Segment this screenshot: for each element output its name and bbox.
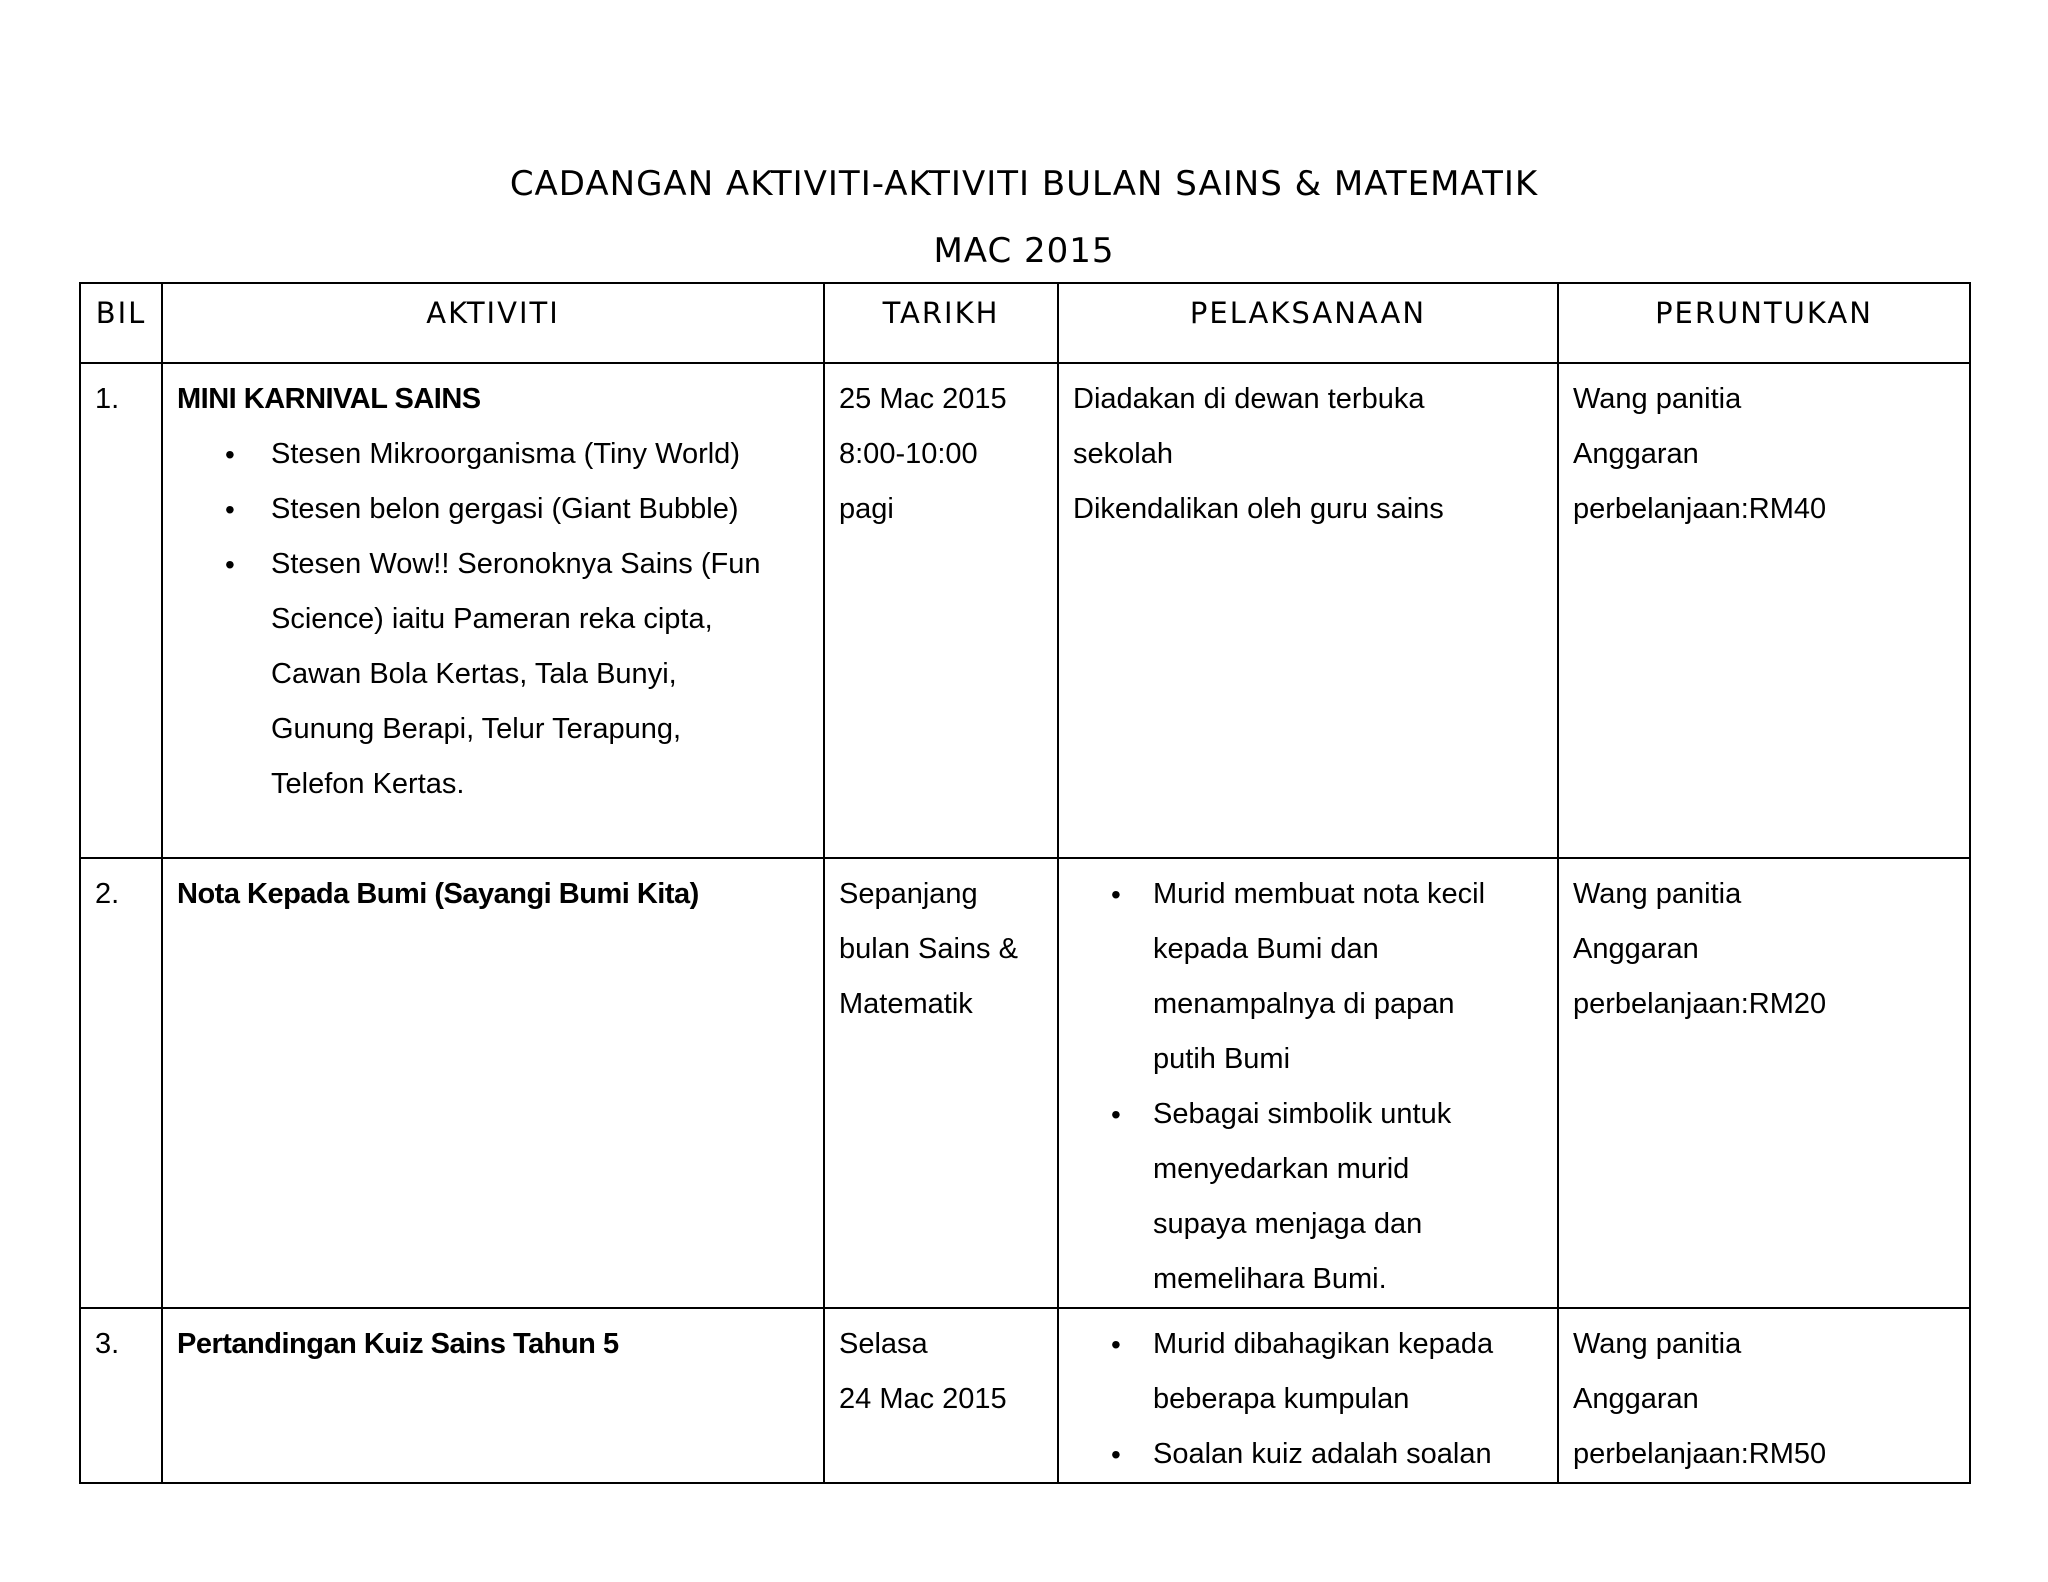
- cell-aktiviti: [162, 1308, 824, 1483]
- header-bil: BIL: [80, 283, 162, 363]
- header-pelaksanaan: PELAKSANAAN: [1058, 283, 1558, 363]
- cell-pelaksanaan: [1058, 858, 1558, 1308]
- list-item: • Stesen Wow!! Seronoknya Sains (Fun Science) iaitu Pameran reka cipta, Cawan Bola Kertas, Tala Bunyi, Gunung Berapi, Telur Terapung, Telefon Kertas.: [177, 537, 811, 812]
- list-item: • Stesen belon gergasi (Giant Bubble): [177, 482, 811, 537]
- header-aktiviti: AKTIVITI: [162, 283, 824, 363]
- time-text: pagi: [839, 493, 894, 525]
- row-number: 2.: [95, 878, 120, 910]
- activity-title: Pertandingan Kuiz Sains Tahun 5: [177, 1328, 619, 1360]
- cell-peruntukan: Wang panitia Anggaran perbelanjaan:RM20: [1558, 858, 1970, 1308]
- header-tarikh: TARIKH: [824, 283, 1058, 363]
- cell-tarikh: Sepanjang bulan Sains & Matematik: [824, 858, 1058, 1308]
- cell-aktiviti: [162, 858, 824, 1308]
- table-row: [80, 858, 1970, 1308]
- cell-bil: [80, 1308, 162, 1483]
- list-item: • Soalan kuiz adalah soalan: [1059, 1427, 1545, 1482]
- cell-bil: [80, 858, 162, 1308]
- table-header-row: [80, 283, 1970, 363]
- implementation-list: [1059, 1317, 1545, 1482]
- list-item: • Murid dibahagikan kepada beberapa kumpulan: [1059, 1317, 1545, 1427]
- activity-title: Nota Kepada Bumi (Sayangi Bumi Kita): [177, 878, 699, 910]
- activities-table: [79, 282, 1971, 1484]
- cell-pelaksanaan: [1058, 1308, 1558, 1483]
- cell-peruntukan: Wang panitia Anggaran perbelanjaan:RM40: [1558, 363, 1970, 858]
- cell-peruntukan: Wang panitia Anggaran perbelanjaan:RM50: [1558, 1308, 1970, 1483]
- table-row: [80, 363, 1970, 858]
- activity-list: [177, 427, 811, 812]
- row-number: 1.: [95, 383, 120, 415]
- time-text: 8:00-10:00: [839, 438, 978, 470]
- implementation-list: [1059, 867, 1545, 1307]
- list-item: • Murid membuat nota kecil kepada Bumi dan menampalnya di papan putih Bumi: [1059, 867, 1545, 1087]
- cell-tarikh: [824, 363, 1058, 858]
- cell-pelaksanaan: Diadakan di dewan terbuka sekolah Dikendalikan oleh guru sains: [1058, 363, 1558, 858]
- document-title: CADANGAN AKTIVITI-AKTIVITI BULAN SAINS & MATEMATIK: [509, 164, 1539, 204]
- table-row: [80, 1308, 1970, 1483]
- list-item: • Sebagai simbolik untuk menyedarkan murid supaya menjaga dan memelihara Bumi.: [1059, 1087, 1545, 1307]
- list-item: • Stesen Mikroorganisma (Tiny World): [177, 427, 811, 482]
- date-text: 25 Mac 2015: [839, 383, 1007, 415]
- document-subtitle: MAC 2015: [933, 231, 1115, 271]
- cell-tarikh: Selasa 24 Mac 2015: [824, 1308, 1058, 1483]
- activity-title: MINI KARNIVAL SAINS: [177, 383, 481, 415]
- cell-bil: [80, 363, 162, 858]
- row-number: 3.: [95, 1328, 120, 1360]
- header-peruntukan: PERUNTUKAN: [1558, 283, 1970, 363]
- cell-aktiviti: [162, 363, 824, 858]
